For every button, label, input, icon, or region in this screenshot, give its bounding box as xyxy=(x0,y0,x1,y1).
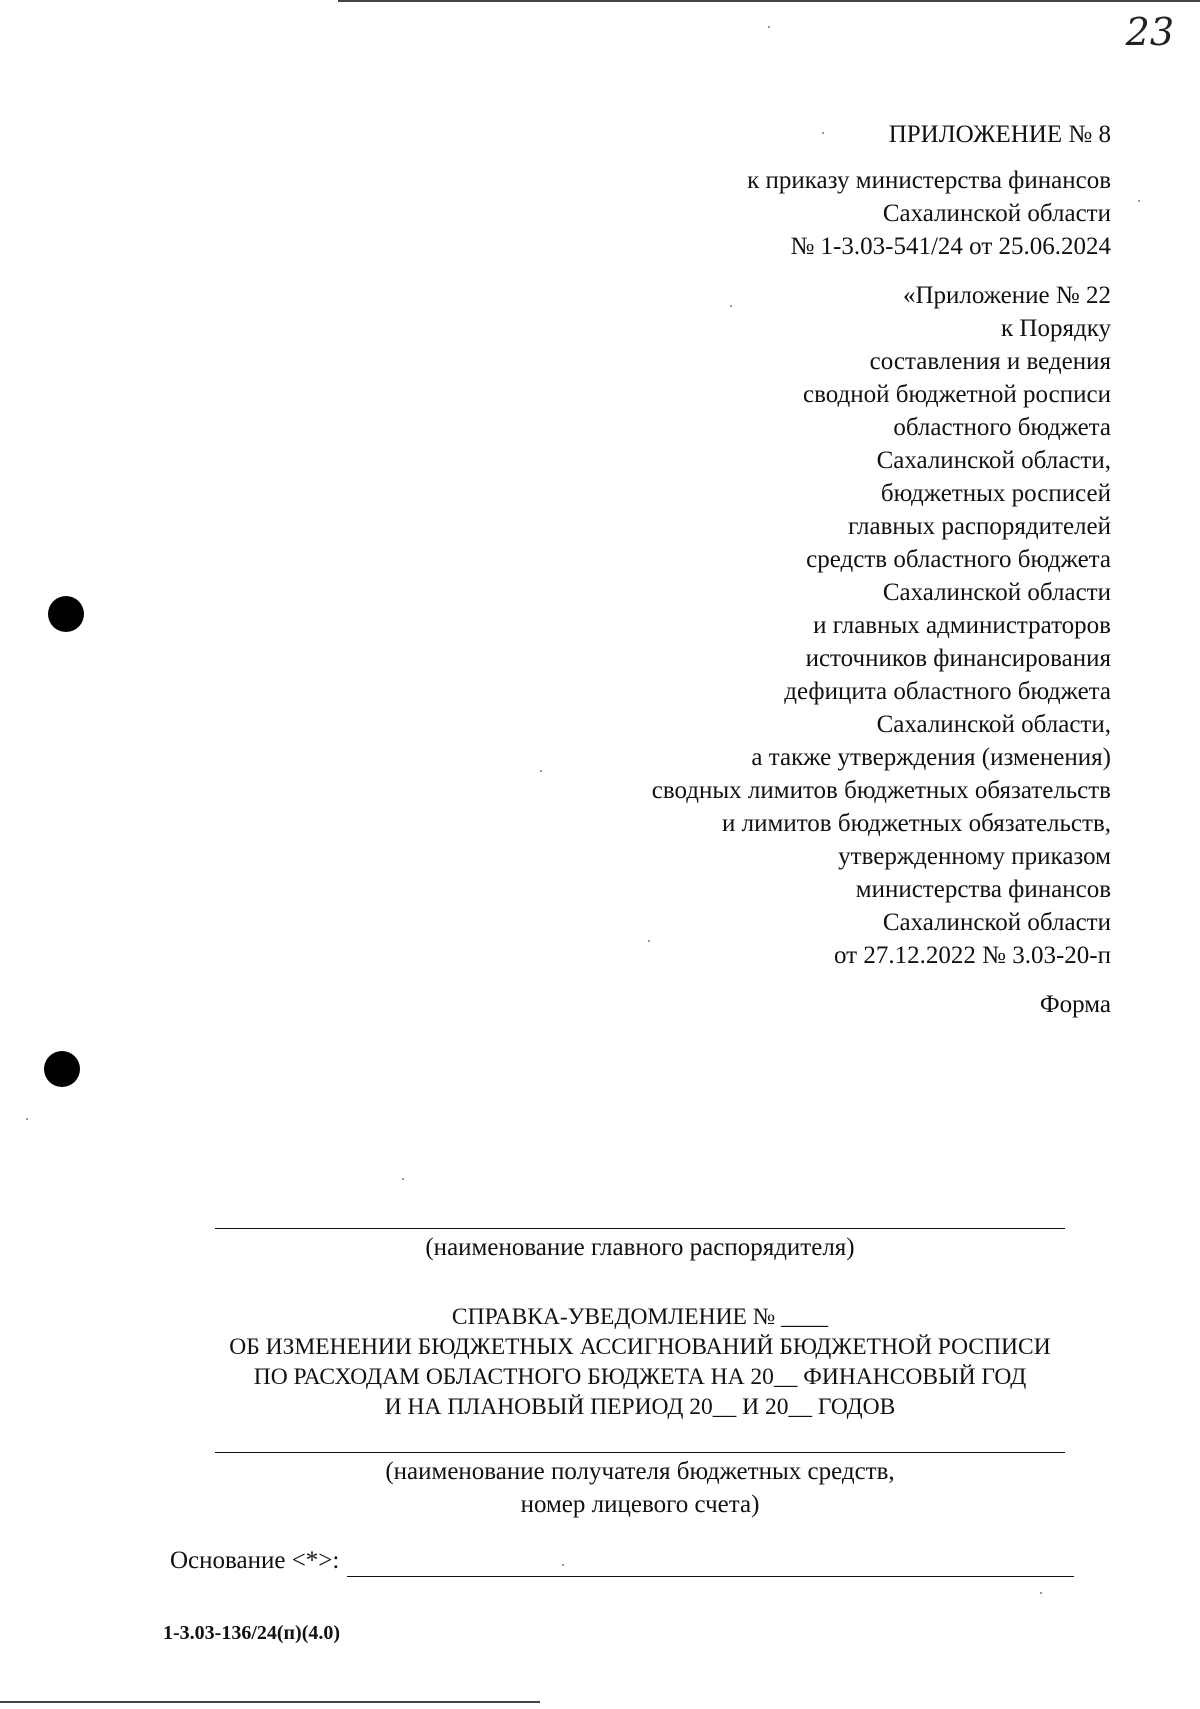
scan-top-edge xyxy=(338,0,1200,2)
annex-line: Сахалинской области xyxy=(882,909,1111,936)
notice-title-line: И НА ПЛАНОВЫЙ ПЕРИОД 20__ И 20__ ГОДОВ xyxy=(384,1394,896,1420)
scan-bottom-edge xyxy=(0,1701,540,1703)
punch-hole-icon xyxy=(48,596,84,632)
annex-line: «Приложение № 22 xyxy=(902,282,1111,309)
distributor-caption: (наименование главного распорядителя) xyxy=(425,1234,855,1261)
annex-line: и лимитов бюджетных обязательств, xyxy=(722,810,1111,837)
scan-speck xyxy=(768,26,770,28)
annex-line: к Порядку xyxy=(1001,315,1111,342)
scan-speck xyxy=(1040,1592,1042,1594)
scan-speck xyxy=(1138,200,1140,202)
annex-line: Сахалинской области, xyxy=(876,447,1111,474)
annex-line: источников финансирования xyxy=(805,645,1111,672)
annex-line: а также утверждения (изменения) xyxy=(751,744,1111,771)
notice-title-line: ОБ ИЗМЕНЕНИИ БЮДЖЕТНЫХ АССИГНОВАНИЙ БЮДЖЕТНОЙ РОСПИСИ xyxy=(229,1334,1051,1360)
recipient-caption xyxy=(215,1455,1065,1521)
recipient-caption-line: номер лицевого счета) xyxy=(520,1491,760,1518)
scan-speck xyxy=(402,1178,404,1180)
annex-line: областного бюджета xyxy=(893,414,1111,441)
handwritten-page-number: 23 xyxy=(1125,10,1174,54)
scan-speck xyxy=(822,132,824,134)
basis-row xyxy=(170,1544,1074,1577)
basis-label: Основание <*>: xyxy=(170,1547,340,1574)
scan-speck xyxy=(540,770,542,772)
annex-line: и главных администраторов xyxy=(813,612,1111,639)
scan-speck xyxy=(562,1564,564,1566)
annex-line: средств областного бюджета xyxy=(806,546,1111,573)
recipient-fill-line xyxy=(215,1452,1065,1453)
order-line: № 1-3.03-541/24 от 25.06.2024 xyxy=(790,233,1111,260)
appendix-title: ПРИЛОЖЕНИЕ № 8 xyxy=(888,121,1111,148)
order-line: Сахалинской области xyxy=(882,200,1111,227)
scan-speck xyxy=(648,940,650,942)
annex-line: бюджетных росписей xyxy=(880,480,1111,507)
recipient-caption-line: (наименование получателя бюджетных средств, xyxy=(385,1458,895,1485)
annex-line: утвержденному приказом xyxy=(838,843,1111,870)
notice-form xyxy=(215,1228,1065,1521)
basis-fill-line xyxy=(347,1548,1074,1577)
annex-reference xyxy=(411,279,1111,972)
annex-line: сводных лимитов бюджетных обязательств xyxy=(651,777,1111,804)
document-code: 1-3.03-136/24(п)(4.0) xyxy=(163,1622,341,1644)
notice-title-line: ПО РАСХОДАМ ОБЛАСТНОГО БЮДЖЕТА НА 20__ ФИНАНСОВЫЙ ГОД xyxy=(253,1364,1027,1390)
distributor-fill-line xyxy=(215,1228,1065,1229)
order-reference xyxy=(411,164,1111,263)
annex-line: составления и ведения xyxy=(869,348,1111,375)
scan-speck xyxy=(26,1118,28,1120)
scan-speck xyxy=(730,305,732,307)
annex-line: Сахалинской области xyxy=(882,579,1111,606)
annex-line: дефицита областного бюджета xyxy=(784,678,1111,705)
order-line: к приказу министерства финансов xyxy=(747,167,1111,194)
annex-line: от 27.12.2022 № 3.03-20-п xyxy=(834,942,1111,969)
notice-title xyxy=(215,1302,1065,1422)
appendix-header xyxy=(411,118,1111,1021)
punch-hole-icon xyxy=(44,1051,80,1087)
annex-line: сводной бюджетной росписи xyxy=(802,381,1111,408)
annex-line: главных распорядителей xyxy=(848,513,1111,540)
notice-title-line: СПРАВКА-УВЕДОМЛЕНИЕ № ____ xyxy=(451,1304,829,1330)
form-label: Форма xyxy=(1039,991,1111,1018)
annex-line: Сахалинской области, xyxy=(876,711,1111,738)
annex-line: министерства финансов xyxy=(855,876,1111,903)
